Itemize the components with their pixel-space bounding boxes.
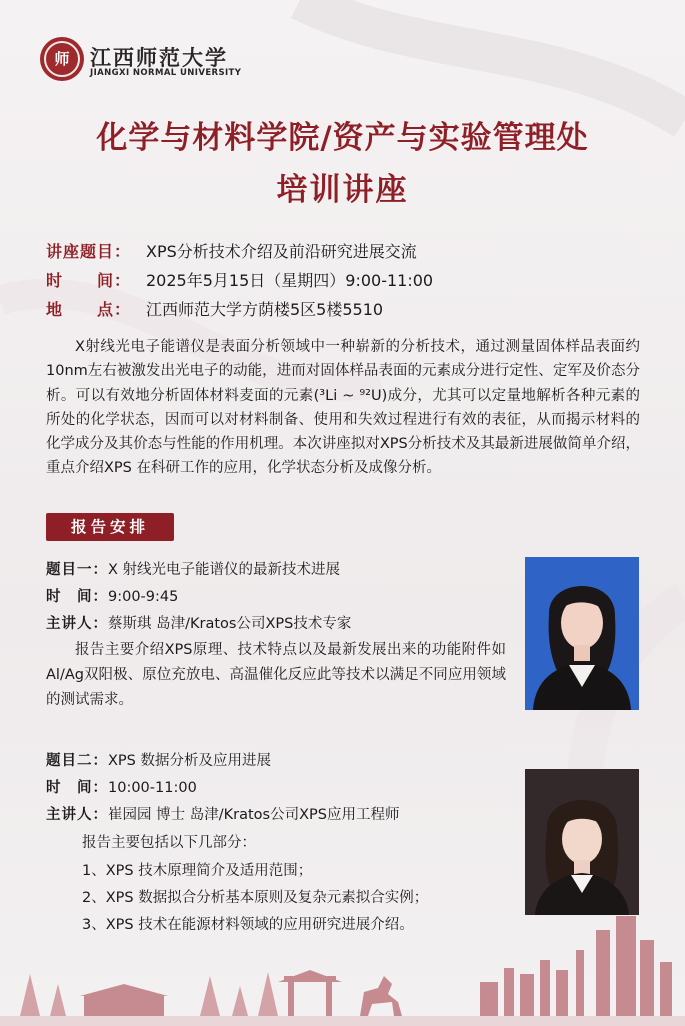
talk1-speaker-row [46,612,351,633]
speaker1-photo [525,557,639,710]
talk1-time-value: 9:00-9:45 [108,589,179,605]
lecture-time-label: 时 间： [46,271,132,290]
talk2-speaker-row [46,803,399,824]
lecture-topic-label: 讲座题目： [46,242,132,261]
speaker1-portrait-illustration [525,557,639,710]
university-english-name: JIANGXI NORMAL UNIVERSITY [90,68,242,78]
talk2-time-value: 10:00-11:00 [108,780,197,796]
campus-skyline-decoration [0,910,685,1026]
talk2-title-value: XPS 数据分析及应用进展 [108,753,271,769]
talk2-speaker-label: 主讲人： [46,807,108,823]
university-seal-icon: 师 [40,37,84,81]
talk1-description-text: 报告主要介绍XPS原理、技术特点以及最新发展出来的功能附件如Al/Ag双阳极、原位充放电、高温催化反应此等技术以满足不同应用领域的测试需求。 [46,642,506,708]
lecture-place-label: 地 点： [46,300,132,319]
talk1-time-label: 时 间： [46,589,108,605]
lecture-time-value: 2025年5月15日（星期四）9:00-11:00 [146,271,434,290]
talk1-title-value: X 射线光电子能谱仪的最新技术进展 [108,562,341,578]
talk1-speaker-label: 主讲人： [46,616,108,632]
talk1-speaker-value: 蔡斯琪 岛津/Kratos公司XPS技术专家 [108,616,352,632]
talk2-list-item: 1、XPS 技木原理简介及适用范围； [82,863,313,879]
talk2-intro: 报告主要包括以下几部分： [82,835,256,851]
talk1-description [46,638,506,713]
talk2-time-label: 时 间： [46,780,108,796]
lecture-place-value: 江西师范大学方荫楼5区5楼5510 [146,300,384,319]
talk2-speaker-value: 崔园园 博士 岛津/Kratos公司XPS应用工程师 [108,807,400,823]
talk1-time-row [46,585,178,606]
talk2-list-item: 2、XPS 数据拟合分析基本原则及复杂元素拟合实例； [82,890,429,906]
page-title-line1: 化学与材料学院/资产与实验管理处 [96,120,589,156]
lecture-introduction [46,335,640,481]
speaker2-photo [525,769,639,915]
schedule-section-heading: 报告安排 [46,513,174,541]
talk2-list-item: 3、XPS 技术在能源材料领域的应用研究进展介绍。 [82,917,414,933]
speaker2-portrait-illustration [525,769,639,915]
talk1-title-row [46,558,340,579]
page-title-line2: 培训讲座 [276,172,409,208]
lecture-topic-value: XPS分析技术介绍及前沿研究进展交流 [146,242,417,261]
talk2-title-row [46,749,271,770]
talk2-title-label: 题目二： [46,753,108,769]
talk2-time-row [46,776,197,797]
lecture-introduction-text: X射线光电子能谱仪是表面分析领域中一种崭新的分析技术，通过测量固体样品表面约10nm左右被激发出光电子的动能，进而对固体样品表面的元素成分进行定性、定军及价态分析。可以有效地分析固体材料麦面的元素(³Li ~ ⁹²U)成分，尤其可以定量地解析各种元素的所处的化学状态，因而可以对材料制备、使用和失效过程进行有效的表征，从而揭示材料的化学成分及其价态与性能的作用机理。本次讲座拟对XPS分析技术及其最新进展做简单介绍，重点介绍XPS 在科研工作的应用，化学状态分析及成像分析。 [46,339,640,477]
university-name: 江西师范大学 [90,45,228,70]
talk1-title-label: 题目一： [46,562,108,578]
